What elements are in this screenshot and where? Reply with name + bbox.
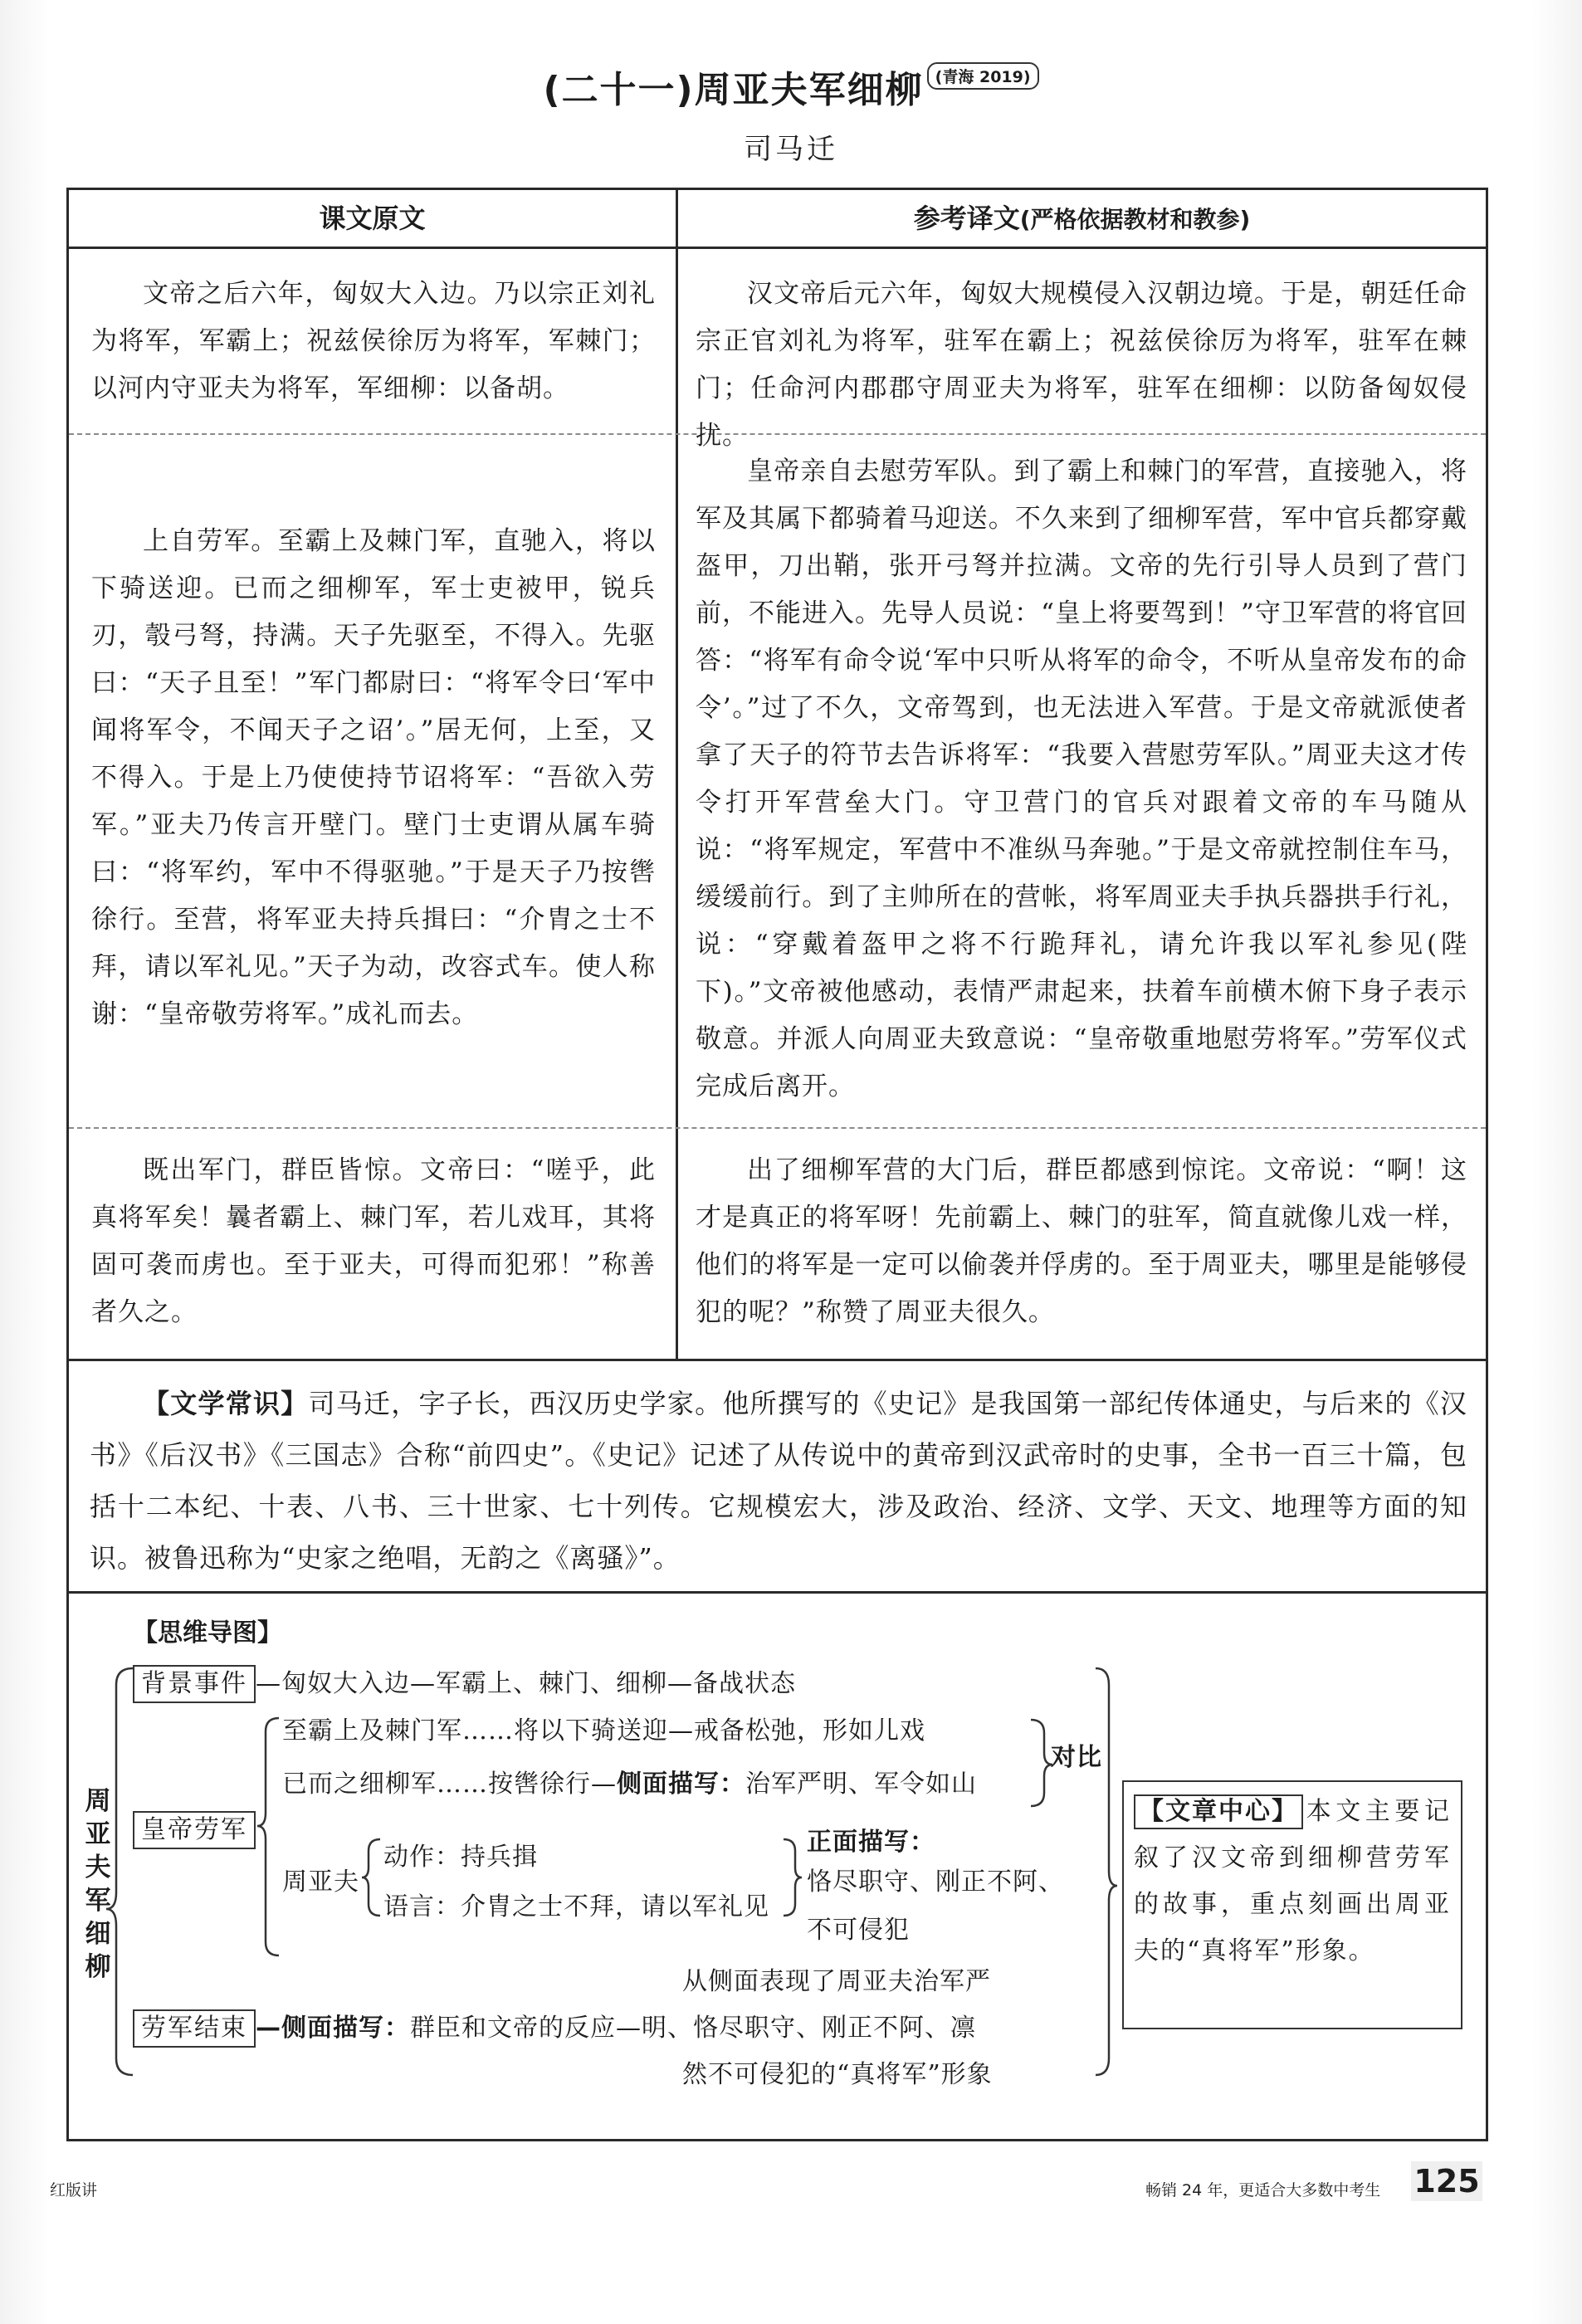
mind-map-root [81,1784,115,1984]
contrast-line-2 [282,1763,977,1799]
contrast-label: 对比 [1051,1743,1102,1772]
original-text: 文帝之后六年，匈奴大入边。乃以宗正刘礼为将军，军霸上；祝兹侯徐厉为将军，军棘门；以河内守亚夫为将军，军细柳：以备胡。 [91,279,656,403]
translation-text: 出了细柳军营的大门后，群臣都感到惊诧。文帝说：“啊！这才是真正的将军呀！先前霸上、棘门的驻军，简直就像儿戏一样，他们的将军是一定可以偷袭并俘虏的。至于周亚夫，哪里是能够侵犯的呢？”称赞了周亚夫很久。 [696,1155,1467,1327]
article-center-box [1122,1780,1462,2029]
title-text: (二十一)周亚夫军细柳 [543,69,924,111]
branch-emperor [133,1811,256,1849]
branch-ending-bold: —侧面描写： [256,2014,410,2043]
column-header-original: 课文原文 [319,203,426,234]
speech-line: 语言：介胄之士不拜，请以军礼见 [383,1892,769,1921]
row-divider [69,1127,1486,1129]
original-text: 上自劳军。至霸上及棘门军，直驰入，将以下骑送迎。已而之细柳军，军士吏被甲，锐兵刃，彀弓弩，持满。天子先驱至，不得入。先驱曰：“天子且至！”军门都尉曰：“将军令曰‘军中闻将军令，不闻天子之诏’。”居无何，上至，又不得入。于是上乃使使持节诏将军：“吾欲入劳军。”亚夫乃传言开壁门。壁门士吏谓从属车骑曰：“将军约，军中不得驱驰。”于是天子乃按辔徐行。至营，将军亚夫持兵揖曰：“介胄之士不拜，请以军礼见。”天子为动，改容式车。使人称谢：“皇帝敬劳将军。”成礼而去。 [91,526,656,1029]
front-line-2: 不可侵犯 [807,1916,910,1945]
branch-box: 劳军结束 [133,2009,256,2048]
branch-ending [133,2007,976,2048]
translation-row-3 [696,1147,1467,1336]
branch-box: 背景事件 [133,1665,256,1703]
translation-row-2 [696,448,1467,1111]
contrast-line-2-bold: 侧面描写： [617,1770,745,1799]
translation-text: 汉文帝后元六年，匈奴大规模侵入汉朝边境。于是，朝廷任命宗正官刘礼为将军，驻军在霸上；祝兹侯徐厉为将军，驻军在棘门；任命河内郡郡守周亚夫为将军，驻军在细柳：以防备匈奴侵扰。 [696,279,1467,451]
side-note: 从侧面表现了周亚夫治军严 [682,1967,991,1996]
literary-note-label: 【文学常识】 [143,1388,309,1419]
author: 司马迁 [744,133,838,166]
root-text: 周亚夫军细柳 [85,1786,111,1982]
literary-note-text: 司马迁，字子长，西汉历史学家。他所撰写的《史记》是我国第一部纪传体通史，与后来的《汉书》《后汉书》《三国志》合称“前四史”。《史记》记述了从传说中的黄帝到汉武帝时的史事，全书一百三十篇，包括十二本纪、十表、八书、三十世家、七十列传。它规模宏大，涉及政治、经济、文学、天文、地理等方面的知识。被鲁迅称为“史家之绝唱，无韵之《离骚》”。 [90,1388,1467,1574]
header-divider [66,247,1488,249]
center-text: 本文主要记叙了汉文帝到细柳营劳军的故事，重点刻画出周亚夫的“真将军”形象。 [1134,1797,1451,1965]
original-row-3 [91,1147,656,1336]
zhou-label: 周亚夫 [282,1868,359,1897]
translation-row-1 [696,271,1467,460]
column-header-translation-label: 参考译文 [913,203,1020,234]
column-header-translation [678,191,1486,246]
source-tag: (青海 2019) [927,62,1039,90]
page-number: 125 [1411,2161,1482,2201]
column-divider [676,188,678,1361]
translation-text: 皇帝亲自去慰劳军队。到了霸上和棘门的军营，直接驰入，将军及其属下都骑着马迎送。不久来到了细柳军营，军中官兵都穿戴盔甲，刀出鞘，张开弓弩并拉满。文帝的先行引导人员到了营门前，不能进入。先导人员说：“皇上将要驾到！”守卫军营的将官回答：“将军有命令说‘军中只听从将军的命令，不听从皇帝发布的命令’。”过了不久，文帝驾到，也无法进入军营。于是文帝就派使者拿了天子的符节去告诉将军：“我要入营慰劳军队。”周亚夫这才传令打开军营垒大门。守卫营门的官兵对跟着文帝的车马随从说：“将军规定，军营中不准纵马奔驰。”于是文帝就控制住车马，缓缓前行。到了主帅所在的营帐，将军周亚夫手执兵器拱手行礼，说：“穿戴着盔甲之将不行跪拜礼，请允许我以军礼参见(陛下)。”文帝被他感动，表情严肃起来，扶着车前横木俯下身子表示敬意。并派人向周亚夫致意说：“皇帝敬重地慰劳将军。”劳军仪式完成后离开。 [696,456,1467,1101]
branch-text: —匈奴大入边—军霸上、棘门、细柳—备战状态 [256,1669,796,1698]
contrast-line-1: 至霸上及棘门军……将以下骑送迎—戒备松弛，形如儿戏 [282,1716,925,1745]
center-label: 【文章中心】 [1134,1794,1303,1829]
page-title [0,60,1582,113]
action-line: 动作：持兵揖 [383,1843,538,1872]
branch-box: 皇帝劳军 [133,1811,256,1849]
original-row-1 [91,271,656,413]
original-row-2 [91,518,656,1038]
contrast-line-2-b: 治军严明、军令如山 [745,1770,977,1799]
literary-note [90,1378,1467,1584]
contrast-line-2-a: 已而之细柳军……按辔徐行— [282,1770,617,1799]
original-text: 既出军门，群臣皆惊。文帝曰：“嗟乎，此真将军矣！曩者霸上、棘门军，若儿戏耳，其将固可袭而虏也。至于亚夫，可得而犯邪！”称善者久之。 [91,1155,656,1327]
footer-slogan: 畅销 24 年，更适合大多数中考生 [1145,2181,1381,2200]
front-line-1: 恪尽职守、刚正不阿、 [807,1868,1064,1897]
branch-background [133,1662,796,1703]
branch-ending-text: 群臣和文帝的反应—明、恪尽职守、刚正不阿、凛 [410,2014,976,2043]
mind-map-title: 【思维导图】 [133,1618,282,1648]
footer-left: 红版讲 [50,2181,98,2200]
column-header-translation-note: (严格依据教材和教参) [1019,206,1251,233]
branch-ending-text-2: 然不可侵犯的“真将军”形象 [682,2060,993,2089]
front-label: 正面描写： [807,1828,935,1857]
